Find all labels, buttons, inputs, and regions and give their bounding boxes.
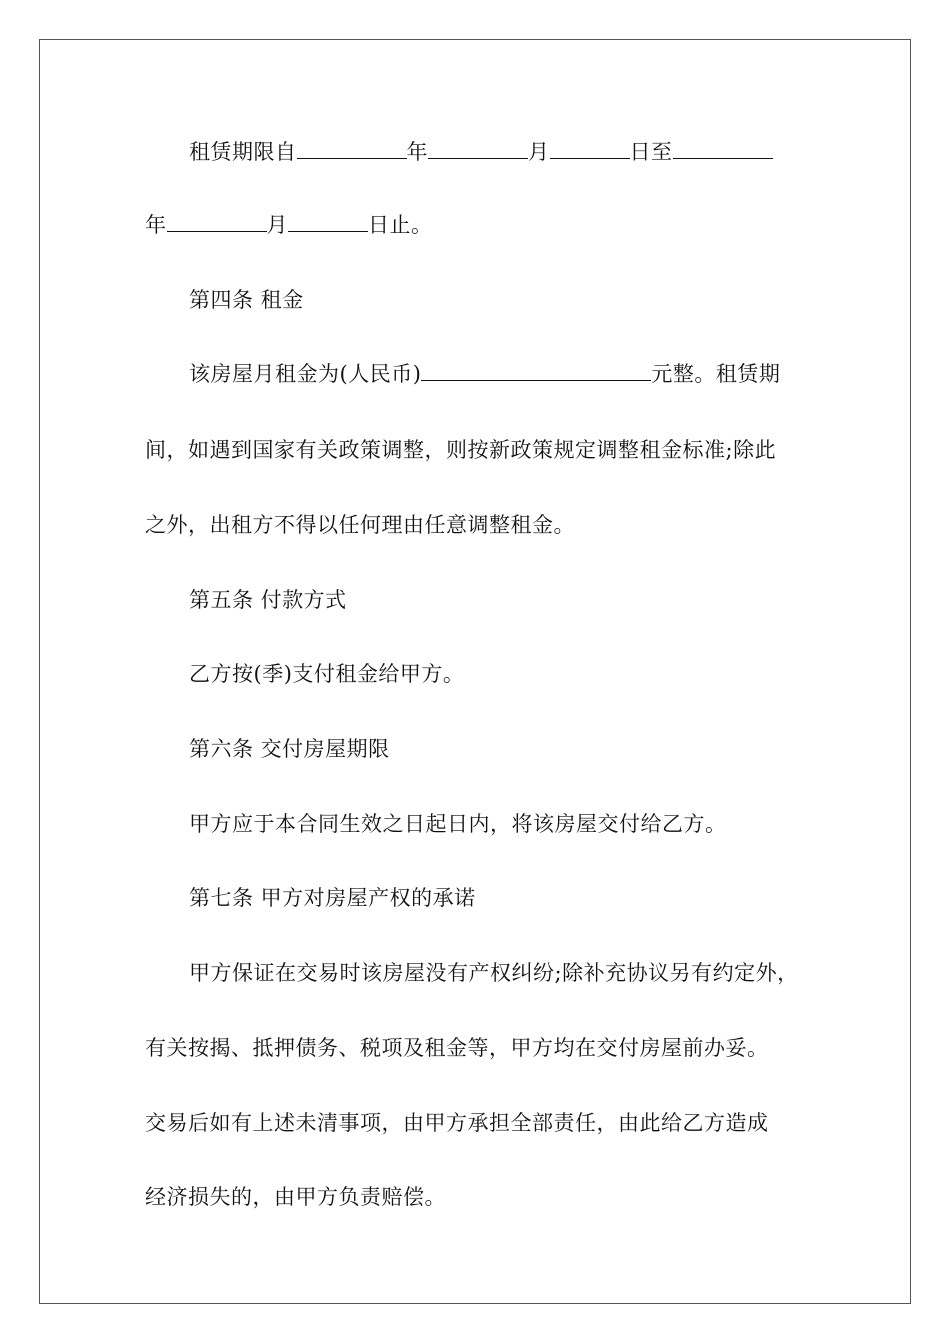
day-end-label: 日止。: [368, 213, 433, 237]
article-6-body: 甲方应于本合同生效之日起日内，将该房屋交付给乙方。: [189, 812, 727, 836]
lease-term-start-label: 租赁期限自: [189, 140, 297, 164]
end-month-blank: [167, 211, 267, 232]
day-to-label: 日至: [629, 140, 673, 164]
article-5-body: 乙方按(季)支付租金给甲方。: [189, 662, 465, 686]
start-year-blank: [297, 138, 407, 159]
year-label: 年: [406, 140, 428, 164]
article-4-rent-line: [189, 360, 780, 388]
end-year-blank: [673, 138, 773, 159]
rent-prefix: 该房屋月租金为(人民币): [189, 362, 422, 386]
start-month-blank: [428, 138, 528, 159]
lease-term-line-1: [189, 138, 773, 166]
month-label: 月: [528, 140, 550, 164]
month-label: 月: [266, 213, 288, 237]
article-7-line-3: 交易后如有上述未清事项，由甲方承担全部责任，由此给乙方造成: [145, 1111, 769, 1135]
article-7-line-2: 有关按揭、抵押债务、税项及租金等，甲方均在交付房屋前办妥。: [145, 1036, 769, 1060]
end-day-blank: [288, 211, 368, 232]
article-7-heading: 第七条 甲方对房屋产权的承诺: [189, 886, 476, 910]
article-7-line-1: 甲方保证在交易时该房屋没有产权纠纷;除补充协议另有约定外，: [189, 961, 799, 985]
start-day-blank: [550, 138, 630, 159]
article-6-heading: 第六条 交付房屋期限: [189, 737, 390, 761]
article-5-heading: 第五条 付款方式: [189, 588, 347, 612]
rent-amount-blank: [421, 360, 651, 381]
article-4-heading: 第四条 租金: [189, 288, 304, 312]
article-4-line-2: 间，如遇到国家有关政策调整，则按新政策规定调整租金标准;除此: [145, 438, 777, 462]
year-label: 年: [145, 213, 167, 237]
article-4-line-3: 之外，出租方不得以任何理由任意调整租金。: [145, 513, 575, 537]
lease-term-line-2: [145, 211, 433, 239]
article-7-line-4: 经济损失的，由甲方负责赔偿。: [145, 1185, 446, 1209]
rent-suffix: 元整。租赁期: [651, 362, 781, 386]
